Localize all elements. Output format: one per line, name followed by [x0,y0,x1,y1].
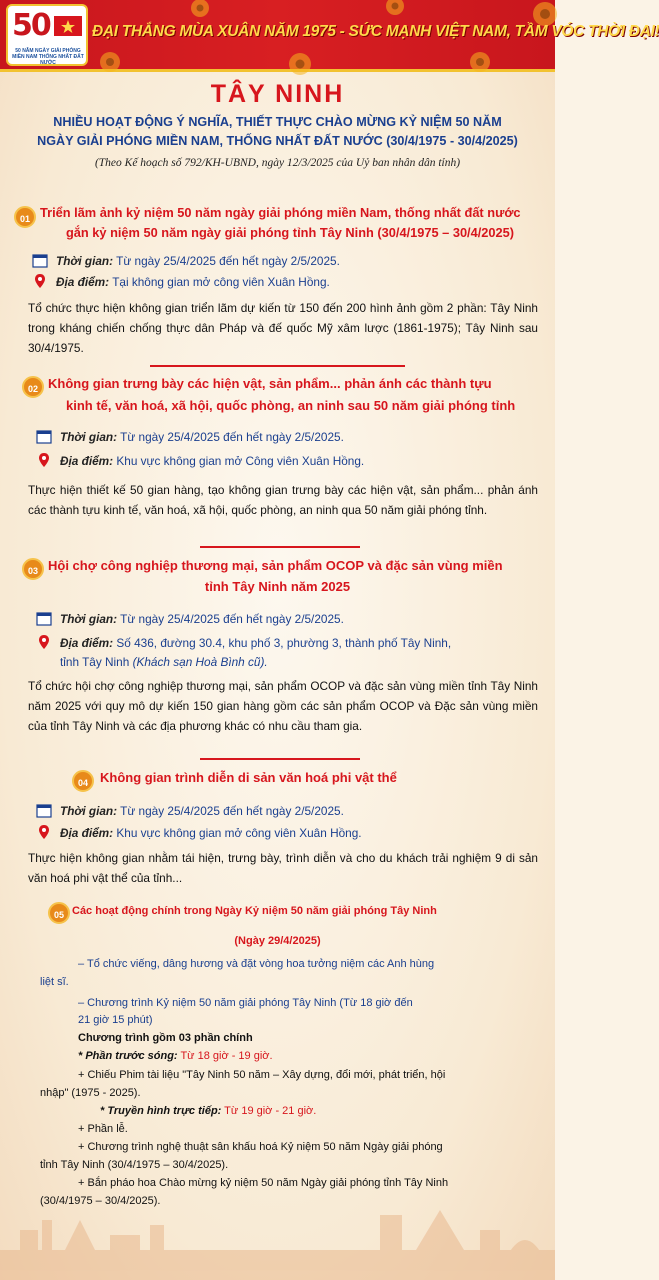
place-label: Địa điểm: [60,826,114,840]
section-5-title: Các hoạt động chính trong Ngày Kỷ niệm 50 năm giải phóng Tây Ninh [72,905,437,917]
time-value: Từ ngày 25/4/2025 đến hết ngày 2/5/2025. [120,430,344,444]
section-5-date: (Ngày 29/4/2025) [234,935,321,947]
s5-label: * Phần trước sóng: [78,1050,178,1062]
s5-value: Từ 18 giờ - 19 giờ. [177,1050,273,1062]
place-label: Địa điểm: [60,454,114,468]
divider [0,362,555,370]
section-4-description: Thực hiện không gian nhằm tái hiện, trưng bày, trình diễn và cho du khách trải nghiệm 9 di sản văn hoá phi vật thể của tỉnh... [28,851,538,885]
s5-line-8a: + Chương trình nghệ thuật sân khấu hoá Kỷ niệm 50 năm Ngày giải phóng [78,1141,443,1153]
banner-title: ĐẠI THẮNG MÙA XUÂN NĂM 1975 - SỨC MẠNH VIỆT NAM, TẦM VÓC THỜI ĐẠI! [92,23,659,40]
section-2-time [60,428,344,446]
section-2-place [60,452,364,470]
s5-line-9b: (30/4/1975 – 30/4/2025). [40,1195,161,1207]
logo-number: 50 [12,8,50,43]
place-value-2: tỉnh Tây Ninh [60,655,130,669]
time-label: Thời gian: [60,430,118,444]
anniversary-logo [6,4,88,66]
place-value: Khu vực không gian mở công viên Xuân Hồng. [116,826,362,840]
s5-line-7: + Phần lễ. [78,1123,128,1135]
location-pin-icon [32,273,48,289]
section-3-title-1: Hội chợ công nghiệp thương mại, sản phẩm OCOP và đặc sản vùng miền [48,558,503,573]
s5-line-5b: nhập" (1975 - 2025). [40,1087,141,1099]
time-value: Từ ngày 25/4/2025 đến hết ngày 2/5/2025. [120,804,344,818]
s5-value: Từ 19 giờ - 21 giờ. [221,1105,317,1117]
s5-line-5a: + Chiếu Phim tài liệu "Tây Ninh 50 năm – Xây dựng, đổi mới, phát triển, hội [78,1069,446,1081]
place-value: Khu vực không gian mở Công viên Xuân Hồng. [116,454,365,468]
section-4-time [60,802,344,820]
section-3-badge: 03 [22,558,44,580]
section-5-badge: 05 [48,902,70,924]
place-value: Số 436, đường 30.4, khu phố 3, phường 3, thành phố Tây Ninh, [116,636,452,650]
section-1-title-2: gắn kỷ niệm 50 năm ngày giải phóng tỉnh Tây Ninh (30/4/1975 – 30/4/2025) [65,225,515,240]
flag-icon [52,12,84,44]
calendar-icon [36,610,52,626]
section-3-title-2: tỉnh Tây Ninh năm 2025 [204,579,351,594]
section-1-description: Tổ chức thực hiện không gian triển lãm dự kiến từ 150 đến 200 hình ảnh gồm 2 phần: Tây Ninh trong kháng chiến chống thực dân Pháp và đế quốc Mỹ xâm lược (1861-1975); Tây Ninh sau 30/4/1975. [28,301,538,355]
section-1-time [56,252,340,270]
location-pin-icon [36,452,52,468]
time-label: Thời gian: [56,254,114,268]
city-skyline-decoration [0,1190,555,1280]
divider [0,755,555,763]
section-3-place [60,634,451,652]
s5-label: * Truyền hình trực tiếp: [100,1105,222,1117]
s5-line-4 [78,1047,273,1065]
section-3-description: Tổ chức hội chợ công nghiệp thương mại, sản phẩm OCOP và đặc sản vùng miền tỉnh Tây Ninh năm 2025 với quy mô dự kiến 150 gian hàng gồm các sản phẩm OCOP và Đặc sản vùng miền của tỉnh Tây Ninh và các địa phương khác có nhu cầu tham gia. [28,679,538,733]
logo-caption: 50 NĂM NGÀY GIẢI PHÓNG MIỀN NAM THỐNG NHẤT ĐẤT NƯỚC [12,48,84,66]
section-2-description: Thực hiện thiết kế 50 gian hàng, tạo không gian trưng bày các hiện vật, sản phẩm... phản ánh các thành tựu kinh tế, văn hoá, xã hội, quốc phòng, an ninh qua 50 năm giải phóng tỉnh. [28,483,538,517]
s5-line-1a: – Tổ chức viếng, dâng hương và đặt vòng hoa tưởng niệm các Anh hùng [78,958,435,970]
place-note: (Khách sạn Hoà Bình cũ). [132,655,268,669]
calendar-icon [32,252,48,268]
location-pin-icon [36,824,52,840]
section-4-title: Không gian trình diễn di sản văn hoá phi vật thể [100,770,397,785]
s5-line-3: Chương trình gồm 03 phần chính [78,1032,253,1044]
s5-line-8b: tỉnh Tây Ninh (30/4/1975 – 30/4/2025). [40,1159,229,1171]
section-4-badge: 04 [72,770,94,792]
section-3-place-line-2 [60,653,268,671]
s5-line-1b: liệt sĩ. [40,976,69,988]
section-1-badge: 01 [14,206,36,228]
section-1-title-1: Triển lãm ảnh kỷ niệm 50 năm ngày giải phóng miền Nam, thống nhất đất nước [40,205,521,220]
place-label: Địa điểm: [56,275,110,289]
section-4-place [60,824,362,842]
place-label: Địa điểm: [60,636,114,650]
s5-line-9a: + Bắn pháo hoa Chào mừng kỷ niệm 50 năm Ngày giải phóng tỉnh Tây Ninh [78,1177,449,1189]
place-value: Tại không gian mở công viên Xuân Hồng. [112,275,330,289]
calendar-icon [36,802,52,818]
section-1-place [56,273,330,291]
section-2-title-1: Không gian trưng bày các hiện vật, sản phẩm... phản ánh các thành tựu [48,376,492,391]
headline-2: NGÀY GIẢI PHÓNG MIỀN NAM, THỐNG NHẤT ĐẤT NƯỚC (30/4/1975 - 30/4/2025) [37,134,518,148]
location-pin-icon [36,634,52,650]
time-value: Từ ngày 25/4/2025 đến hết ngày 2/5/2025. [116,254,340,268]
province-title: TÂY NINH [210,80,345,108]
time-label: Thời gian: [60,612,118,626]
s5-line-2a: – Chương trình Kỷ niệm 50 năm giải phóng Tây Ninh (Từ 18 giờ đến [78,997,413,1009]
section-2-title-2: kinh tế, văn hoá, xã hội, quốc phòng, an ninh sau 50 năm giải phóng tỉnh [66,398,516,413]
section-2-badge: 02 [22,376,44,398]
divider [0,543,555,551]
s5-line-2b: 21 giờ 15 phút) [78,1014,153,1026]
time-value: Từ ngày 25/4/2025 đến hết ngày 2/5/2025. [120,612,344,626]
section-3-time [60,610,344,628]
calendar-icon [36,428,52,444]
s5-line-6 [100,1102,316,1120]
headline-1: NHIỀU HOẠT ĐỘNG Ý NGHĨA, THIẾT THỰC CHÀO MỪNG KỶ NIỆM 50 NĂM [53,115,502,129]
plan-reference: (Theo Kế hoạch số 792/KH-UBND, ngày 12/3/2025 của Uỷ ban nhân dân tỉnh) [94,157,461,169]
top-banner [0,0,659,72]
time-label: Thời gian: [60,804,118,818]
